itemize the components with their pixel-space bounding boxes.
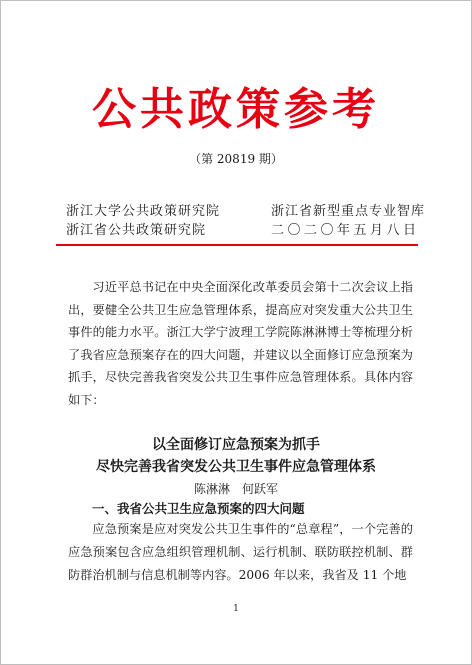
think-tank-label: 浙江省新型重点专业智库: [271, 204, 426, 219]
body-paragraph: 应急预案是应对突发公共卫生事件的“总章程”，一个完善的应急预案包含应急组织管理机制、运行机制、联防联控机制、群防群治机制与信息机制等内容。2006 年以来，我省及 11 个地: [68, 522, 413, 582]
article-title-line: 尽快完善我省突发公共卫生事件应急管理体系: [96, 459, 376, 475]
masthead-title: 公共政策参考: [92, 84, 380, 135]
abstract-paragraph: 习近平总书记在中央全面深化改革委员会第十二次会议上指出，要健全公共卫生应急管理体系，提高应对突发重大公共卫生事件的能力水平。浙江大学宁波理工学院陈淋淋博士等梳理分析了我省应急预案存在的四大问题，并建议以全面修订应急预案为抓手，尽快完善我省突发公共卫生事件应急管理体系。具体内容如下：: [68, 280, 413, 407]
organization-block-right: [271, 202, 425, 240]
section-heading: 一、我省公共卫生应急预案的四大问题: [92, 501, 305, 516]
authors: 陈淋淋 何跃军: [193, 482, 278, 496]
body-text: [68, 518, 413, 587]
page-number: 1: [233, 604, 239, 614]
article-title-line: 以全面修订应急预案为抓手: [152, 437, 320, 453]
organization-name: 浙江省公共政策研究院: [66, 223, 207, 238]
organization-block-left: [66, 202, 220, 240]
header-divider: [56, 244, 418, 246]
issue-number: （第 20819 期）: [189, 152, 283, 166]
publication-date: 二〇二〇年五月八日: [271, 223, 420, 238]
article-title: [0, 434, 472, 478]
organization-name: 浙江大学公共政策研究院: [66, 204, 221, 219]
abstract: [68, 276, 413, 411]
